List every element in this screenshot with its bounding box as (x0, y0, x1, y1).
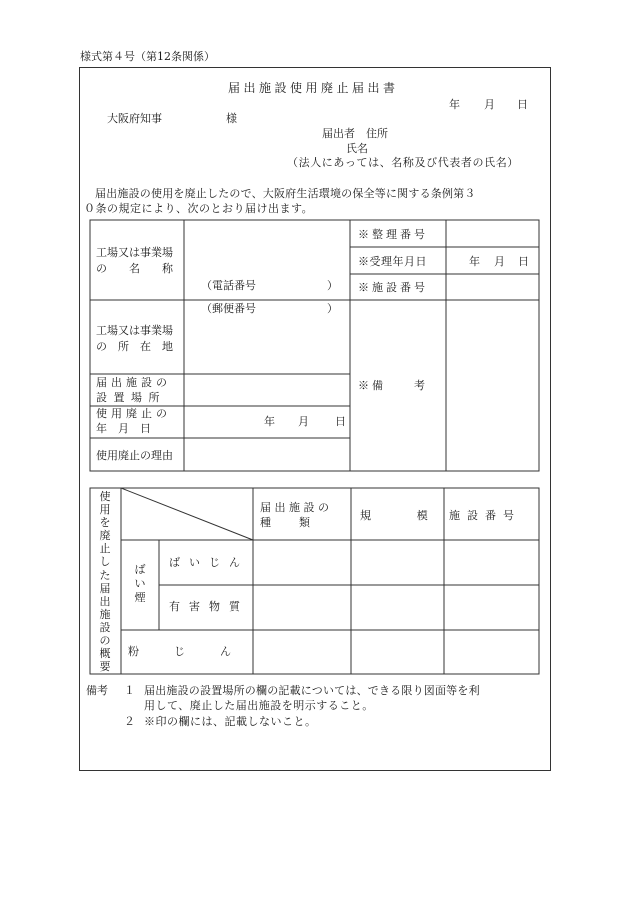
soot-label: ばいじん (169, 556, 249, 569)
office-recv-day: 日 (518, 255, 529, 268)
intro-line-1: 届出施設の使用を廃止したので、大阪府生活環境の保全等に関する条例第３ (95, 187, 476, 200)
facility-place-label-1: 届出施設の (96, 376, 171, 389)
postal-close: ） (327, 302, 338, 315)
phone-label: （電話番号 (201, 279, 256, 292)
stop-date-label-1: 使用廃止の (96, 407, 171, 420)
date-month: 月 (484, 98, 495, 111)
note-2-text: ※印の欄には、記載しないこと。 (144, 715, 317, 728)
applicant-address-label: 届出者 住所 (322, 127, 388, 140)
stop-date-month: 月 (298, 415, 309, 428)
phone-close: ） (327, 279, 338, 292)
applicant-corp-note: （法人にあっては、名称及び代表者の氏名） (287, 156, 519, 169)
summary-side-label: 使用を廃止した届出施設の概要 (99, 490, 111, 674)
stop-date-label-2: 年 月 日 (96, 422, 151, 435)
office-facility-no-label: ※施設番号 (358, 281, 428, 294)
reason-label: 使用廃止の理由 (96, 449, 173, 462)
factory-name-label-1: 工場又は事業場 (96, 246, 173, 259)
location-label-1: 工場又は事業場 (96, 324, 173, 337)
intro-line-2: ０条の規定により、次のとおり届け出ます。 (84, 202, 314, 215)
smoke-label: ばい煙 (134, 563, 146, 604)
note-1-number: １ (124, 684, 135, 697)
col-type-label-2: 種 類 (260, 516, 312, 529)
office-remarks-label: ※備 考 (358, 379, 428, 392)
col-scale-label: 規 模 (360, 509, 431, 522)
col-type-label-1: 届出施設の (260, 501, 333, 514)
office-recv-year: 年 (469, 255, 480, 268)
notes-heading: 備考 (86, 684, 108, 697)
addressee-name: 大阪府知事 (107, 112, 162, 125)
stop-date-day: 日 (335, 415, 346, 428)
note-1-line-1: 届出施設の設置場所の欄の記載については、できる限り図面等を利 (144, 684, 480, 697)
stop-date-year: 年 (264, 415, 275, 428)
postal-label: （郵便番号 (201, 302, 256, 315)
office-recv-month: 月 (494, 255, 505, 268)
location-label-2: の 所 在 地 (96, 340, 173, 353)
form-number: 様式第４号（第12条関係） (80, 50, 215, 63)
office-recv-label: ※受理年月日 (358, 255, 427, 268)
t2-diagonal (121, 488, 253, 540)
date-year: 年 (449, 98, 460, 111)
harmful-label: 有害物質 (169, 600, 249, 613)
form-title: 届出施設使用廃止届出書 (228, 81, 399, 95)
col-number-label: 施設番号 (449, 509, 521, 522)
date-day: 日 (517, 98, 528, 111)
applicant-name-label: 氏名 (346, 142, 368, 155)
addressee-honorific: 様 (226, 112, 237, 125)
factory-name-label-2: の 名 称 (96, 262, 173, 275)
note-1-line-2: 用して、廃止した届出施設を明示すること。 (144, 699, 374, 712)
office-ref-label: ※整理番号 (358, 228, 428, 241)
note-2-number: ２ (124, 715, 135, 728)
facility-place-label-2: 設置場所 (96, 391, 166, 404)
dust-label: 粉 じ ん (128, 645, 243, 658)
